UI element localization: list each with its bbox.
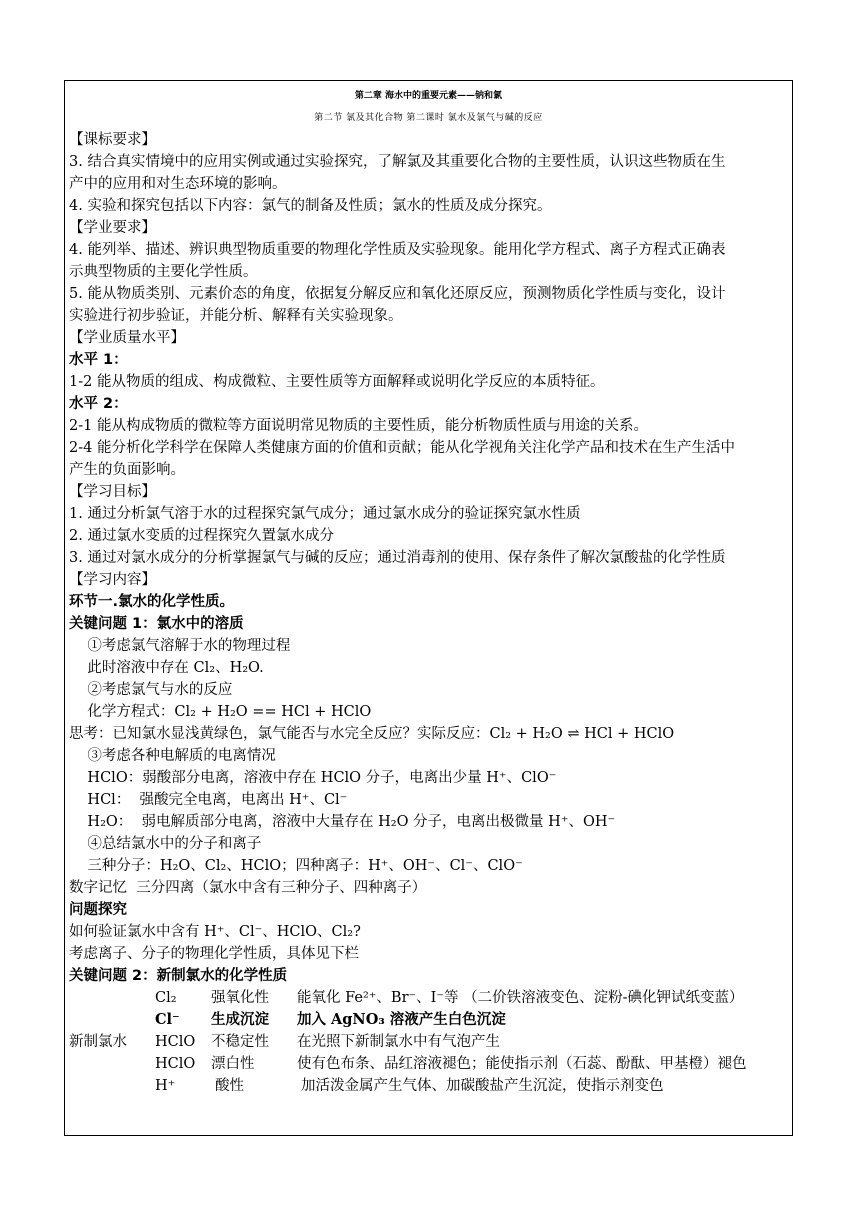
heading-curriculum: 【课标要求】 [69, 132, 156, 148]
text-line: 实验进行初步验证，并能分析、解释有关实验现象。 [69, 308, 403, 324]
text-line: 3. 结合真实情境中的应用实例或通过实验探究，了解氯及其重要化合物的主要性质，认识这些物质在生 [69, 154, 726, 170]
table-cell-description: 使有色布条、品红溶液褪色；能使指示剂（石蕊、酚酞、甲基橙）褪色 [297, 1056, 747, 1072]
text-line: 3. 通过对氯水成分的分析掌握氯气与碱的反应；通过消毒剂的使用、保存条件了解次氯酸盐的化学性质 [69, 550, 726, 566]
table-cell-species: Cl⁻ [155, 1011, 180, 1028]
text-line: ④总结氯水中的分子和离子 [69, 836, 262, 852]
table-cell-species: HClO [155, 1056, 196, 1072]
level-2-heading: 水平 2： [69, 396, 128, 412]
text-line: 5. 能从物质类别、元素价态的角度，依据复分解反应和氧化还原反应，预测物质化学性质与变化，设计 [69, 286, 726, 302]
heading-goals: 【学习目标】 [69, 484, 156, 500]
text-line: 2-4 能分析化学科学在保障人类健康方面的价值和贡献；能从化学视角关注化学产品和技术在生产生活中 [69, 440, 735, 456]
text-line: 数字记忆 三分四离（氯水中含有三种分子、四种离子） [69, 880, 427, 896]
text-line: 产中的应用和对生态环境的影响。 [69, 176, 287, 192]
heading-content: 【学习内容】 [69, 572, 156, 588]
inquiry-heading: 问题探究 [69, 902, 127, 918]
table-cell-property: 强氧化性 [211, 990, 269, 1006]
text-line: 1. 通过分析氯气溶于水的过程探究氯气成分；通过氯水成分的验证探究氯水性质 [69, 506, 581, 522]
table-cell-description: 在光照下新制氯水中有气泡产生 [297, 1034, 500, 1050]
text-line: 4. 实验和探究包括以下内容：氯气的制备及性质；氯水的性质及成分探究。 [69, 198, 552, 214]
key-question-2: 关键问题 2：新制氯水的化学性质 [69, 968, 288, 984]
text-line: 三种分子：H₂O、Cl₂、HClO；四种离子：H⁺、OH⁻、Cl⁻、ClO⁻ [69, 858, 523, 874]
equation-line: 化学方程式：Cl₂ + H₂O == HCl + HClO [69, 704, 372, 720]
section-heading: 环节一.氯水的化学性质。 [69, 594, 235, 610]
heading-quality: 【学业质量水平】 [69, 330, 185, 346]
table-cell-property: 酸性 [215, 1078, 244, 1094]
text-line: H₂O： 弱电解质部分电离，溶液中大量存在 H₂O 分子，电离出极微量 H⁺、OH⁻ [69, 814, 616, 830]
text-line: 4. 能列举、描述、辨识典型物质重要的物理化学性质及实验现象。能用化学方程式、离子方程式正确表 [69, 242, 726, 258]
heading-requirements: 【学业要求】 [69, 220, 156, 236]
text-line: ①考虑氯气溶解于水的物理过程 [69, 638, 291, 654]
table-cell-description: 加入 AgNO₃ 溶液产生白色沉淀 [297, 1011, 506, 1028]
text-line: 示典型物质的主要化学性质。 [69, 264, 258, 280]
table-cell-property: 生成沉淀 [211, 1011, 269, 1028]
table-cell-species: Cl₂ [155, 990, 177, 1006]
text-line: HCl： 强酸完全电离，电离出 H⁺、Cl⁻ [69, 792, 348, 808]
key-question-1: 关键问题 1：氯水中的溶质 [69, 616, 244, 632]
text-line: 思考：已知氯水显浅黄绿色，氯气能否与水完全反应？实际反应：Cl₂ + H₂O ⇌ HCl + HClO [69, 726, 675, 742]
text-line: 考虑离子、分子的物理化学性质，具体见下栏 [69, 946, 359, 962]
document-frame [64, 80, 793, 1136]
table-cell-property: 漂白性 [211, 1056, 255, 1072]
table-cell-species: HClO [155, 1034, 196, 1050]
table-left-label: 新制氯水 [69, 1034, 127, 1050]
table-cell-property: 不稳定性 [211, 1034, 269, 1050]
level-1-heading: 水平 1： [69, 352, 128, 368]
text-line: 2-1 能从构成物质的微粒等方面说明常见物质的主要性质，能分析物质性质与用途的关系。 [69, 418, 648, 434]
table-cell-description: 能氧化 Fe²⁺、Br⁻、I⁻等 （二价铁溶液变色、淀粉-碘化钾试纸变蓝） [297, 990, 744, 1006]
chapter-title: 第二章 海水中的重要元素——钠和氯 [354, 91, 503, 101]
text-line: 此时溶液中存在 Cl₂、H₂O. [69, 660, 264, 676]
text-line: 1-2 能从物质的组成、构成微粒、主要性质等方面解释或说明化学反应的本质特征。 [69, 374, 605, 390]
table-cell-species: H⁺ [155, 1078, 176, 1094]
text-line: 产生的负面影响。 [69, 462, 185, 478]
table-cell-description: 加活泼金属产生气体、加碳酸盐产生沉淀，使指示剂变色 [301, 1078, 664, 1094]
text-line: ②考虑氯气与水的反应 [69, 682, 233, 698]
section-title: 第二节 氯及其化合物 第二课时 氯水及氯气与碱的反应 [314, 113, 543, 123]
text-line: 如何验证氯水中含有 H⁺、Cl⁻、HClO、Cl₂? [69, 924, 361, 940]
text-line: ③考虑各种电解质的电离情况 [69, 748, 276, 764]
text-line: 2. 通过氯水变质的过程探究久置氯水成分 [69, 528, 334, 544]
text-line: HClO：弱酸部分电离，溶液中存在 HClO 分子，电离出少量 H⁺、ClO⁻ [69, 770, 557, 786]
